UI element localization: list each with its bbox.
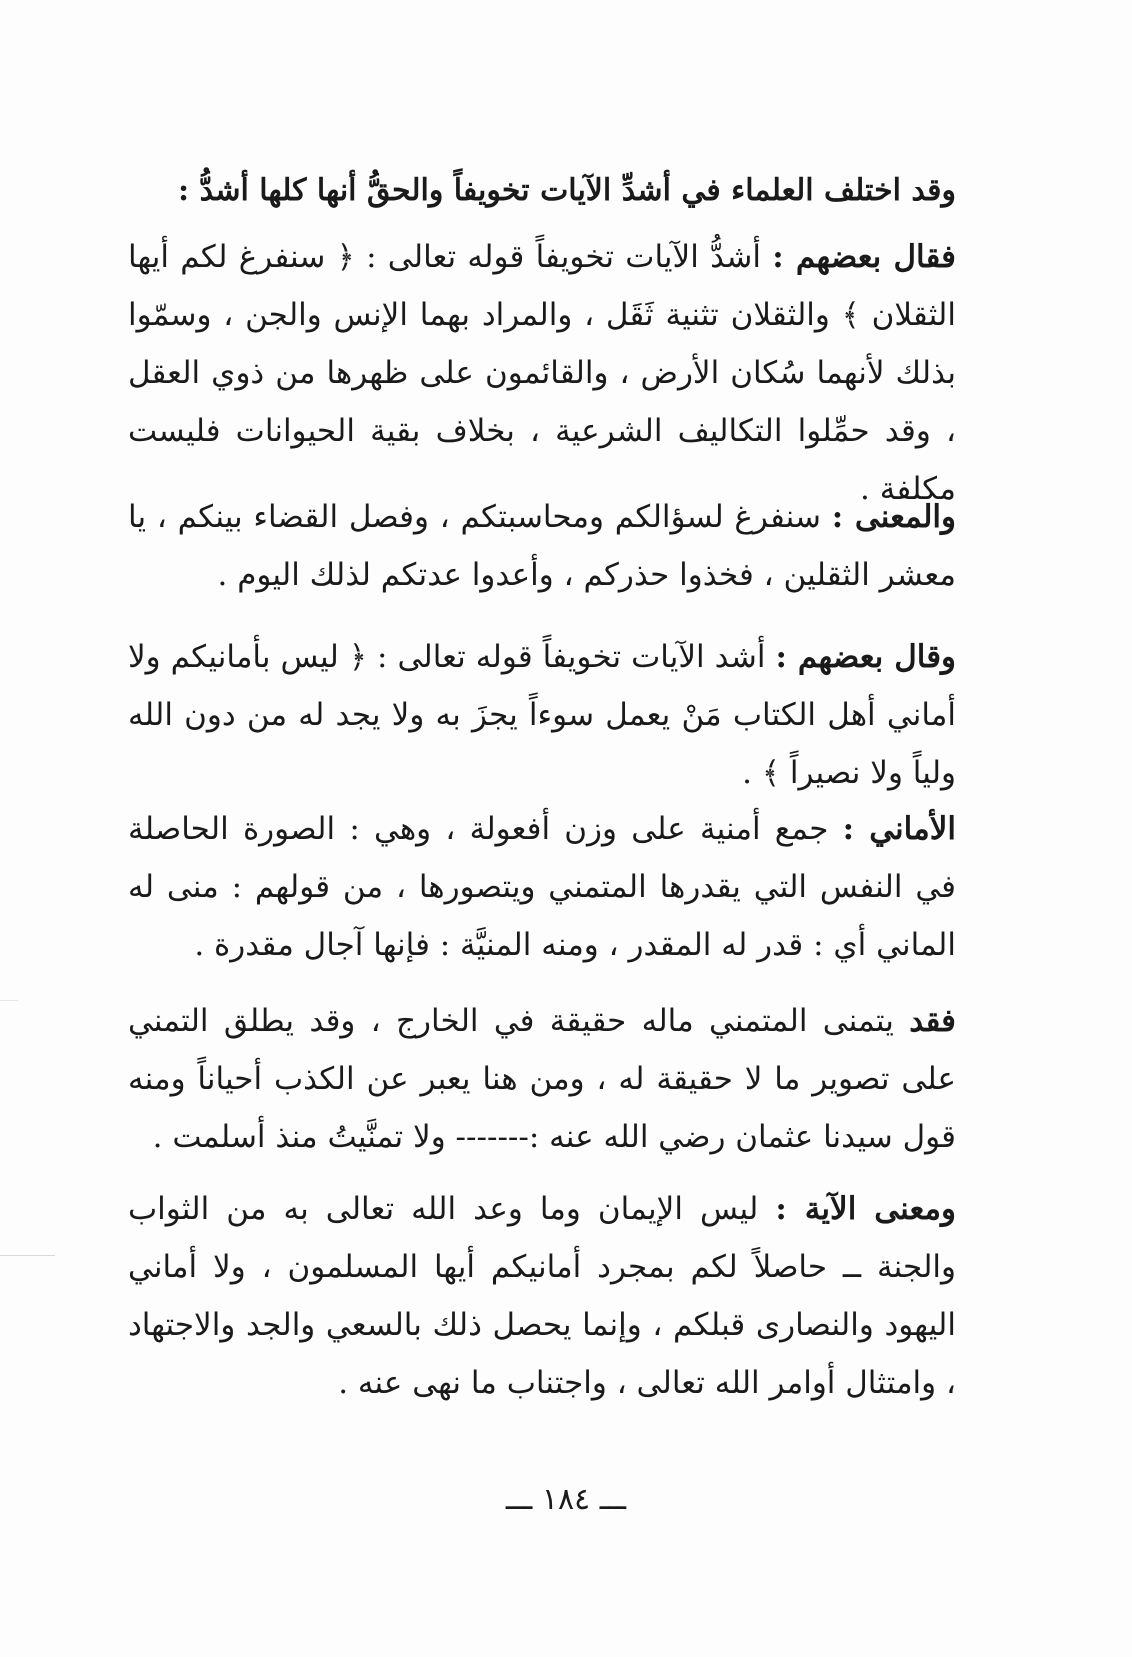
scan-margin-line [0, 1255, 55, 1256]
paragraph-3 [128, 628, 956, 802]
paragraph-1-text: أشدُّ الآيات تخويفاً قوله تعالى : ﴿ سنفرغ لكم أيها الثقلان ﴾ والثقلان تثنية ثَقَل ، والمراد بهما الإنس والجن ، وسمّوا بذلك لأنهما سُكان الأرض ، والقائمون على ظهرها من ذوي العقل ، وقد حمِّلوا التكاليف الشرعية ، بخلاف بقية الحيوانات فليست مكلفة . [128, 239, 956, 507]
paragraph-5-lead: فقد [909, 1003, 956, 1039]
paragraph-3-text: أشد الآيات تخويفاً قوله تعالى : ﴿ ليس بأمانيكم ولا أماني أهل الكتاب مَنْ يعمل سوءاً يجزَ به ولا يجد له من دون الله ولياً ولا نصيراً ﴾ . [128, 639, 956, 791]
paragraph-6-text: ليس الإيمان وما وعد الله تعالى به من الثواب والجنة ــ حاصلاً لكم بمجرد أمانيكم أيها المسلمون ، ولا أماني اليهود والنصارى قبلكم ، وإنما يحصل ذلك بالسعي والجد والاجتهاد ، وامتثال أوامر الله تعالى ، واجتناب ما نهى عنه . [128, 1191, 956, 1401]
paragraph-6 [128, 1180, 956, 1412]
paragraph-1 [128, 228, 956, 518]
paragraph-4-lead: الأماني : [842, 811, 957, 847]
page-number: ـــ ١٨٤ ـــ [505, 1482, 627, 1517]
paragraph-1-lead: فقال بعضهم : [772, 239, 956, 275]
scan-margin-line [0, 1000, 18, 1001]
section-heading: وقد اختلف العلماء في أشدِّ الآيات تخويفاً والحقُّ أنها كلها أشدُّ : [178, 173, 956, 208]
paragraph-2-lead: والمعنى : [831, 499, 956, 535]
paragraph-2-text: سنفرغ لسؤالكم ومحاسبتكم ، وفصل القضاء بينكم ، يا معشر الثقلين ، فخذوا حذركم ، وأعدوا عدتكم لذلك اليوم . [128, 499, 956, 593]
paragraph-3-lead: وقال بعضهم : [775, 639, 956, 675]
paragraph-4 [128, 800, 956, 974]
paragraph-5-text: يتمنى المتمني ماله حقيقة في الخارج ، وقد يطلق التمني على تصوير ما لا حقيقة له ، ومن هنا يعبر عن الكذب أحياناً ومنه قول سيدنا عثمان رضي الله عنه :------- ولا تمنَّيتُ منذ أسلمت . [128, 1003, 956, 1155]
paragraph-4-text: جمع أمنية على وزن أفعولة ، وهي : الصورة الحاصلة في النفس التي يقدرها المتمني ويتصورها ، من قولهم : منى له الماني أي : قدر له المقدر ، ومنه المنيَّة : فإنها آجال مقدرة . [128, 811, 956, 963]
paragraph-5 [128, 992, 956, 1166]
paragraph-6-lead: ومعنى الآية : [775, 1191, 957, 1227]
paragraph-2 [128, 488, 956, 604]
